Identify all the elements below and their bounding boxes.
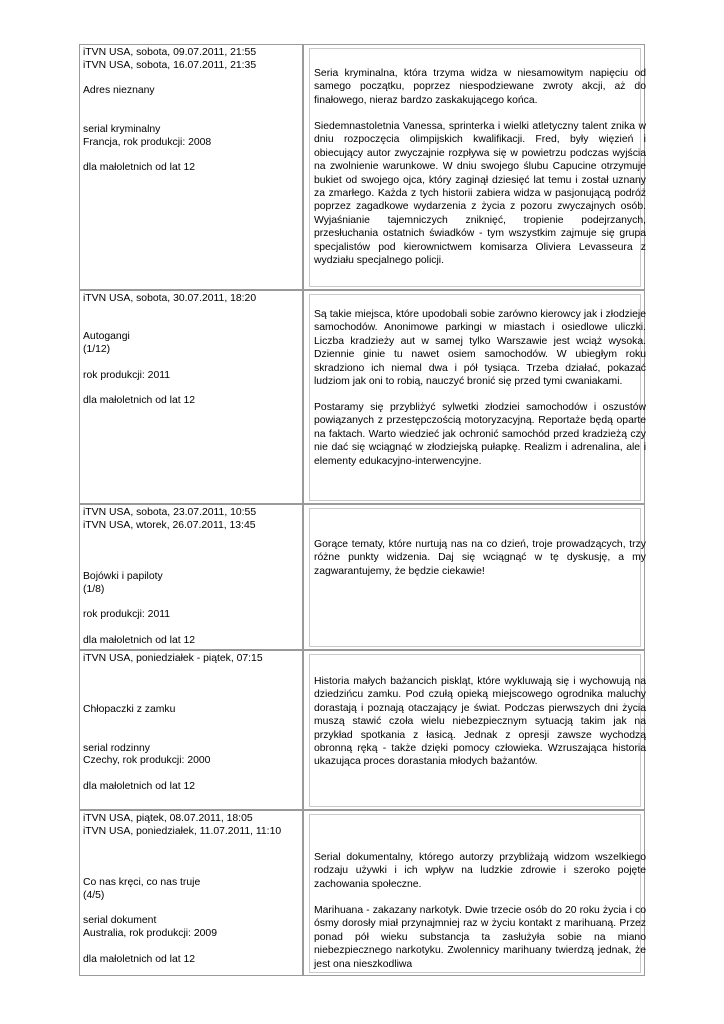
program-description-cell (303, 810, 645, 976)
program-info-line: Chłopaczki z zamku (83, 704, 176, 716)
program-info-line: Autogangi (83, 331, 130, 343)
description-paragraph: Serial dokumentalny, którego autorzy przybliżają widzom wszelkiego rodzaju używki i ich wpływ na ludzkie zdrowie i szeroko pojęte zachowania społeczne. (314, 852, 646, 890)
description-frame (309, 294, 646, 501)
description-paragraph: Siedemnastoletnia Vanessa, sprinterka i wielki atletyczny talent znika w dniu rozpoczęcia olimpijskich kwalifikacji. Fred, były więzień i obiecujący autor zwyczajnie rozpływa się w powietrzu podczas wyjścia na zwolnienie warunkowe. W dniu swojego ślubu Capucine otrzymuje bukiet od swojego ojca, który zaginął dziesięć lat temu i został uznany za zmarłego. Każda z tych historii zabiera widza w pasjonującą podróż poprzez zagadkowe wydarzenia z życia z pozoru zwyczajnych osób. Wyjaśnianie tajemniczych zniknięć, tropienie podejrzanych, przesłuchania ostatnich świadków - tym wszystkim zajmuje się grupa specjalistów pod kierownictwem komisarza Oliviera Levasseura z wydziału specjalnego policji. (314, 121, 646, 267)
description-paragraph: Historia małych bażancich piskląt, które wykluwają się i wychowują na dziedzińcu zamku. Pod czułą opieką miejscowego ogrodnika maluchy dorastają i poznają otaczający je świat. Podczas pierwszych dni życia muszą stawić czoła wielu niebezpiecznym sytuacją takim jak na przykład spotkania z łasicą. Jednak z opresji zawsze wychodzą obronną ręką - także dzięki pomocy człowieka. Wzruszająca historia ukazująca proces dorastania młodych bażantów. (314, 676, 646, 768)
description-paragraph: Są takie miejsca, które upodobali sobie zarówno kierowcy jak i złodzieje samochodów. Anonimowe parkingi w miastach i osiedlowe uliczki. Liczba kradzieży aut w samej tylko Warszawie jest wciąż wysoka. Dziennie ginie tu nawet osiem samochodów. W ubiegłym roku skradziono ich niemal dwa i pół tysiąca. Trzeba działać, pokazać ludziom jak oni to robią, nauczyć bronić się przed tymi cwaniakami. (314, 309, 646, 388)
program-info-line: Australia, rok produkcji: 2009 (83, 928, 217, 940)
schedule-table (79, 44, 645, 976)
description-frame (309, 814, 646, 973)
program-info-line: serial kryminalny (83, 123, 161, 135)
program-info-line: dla małoletnich od lat 12 (83, 781, 196, 792)
program-row (79, 650, 645, 810)
program-info-cell (79, 504, 303, 650)
program-info-line: Bojówki i papiloty (83, 571, 163, 582)
program-info-line: iTVN USA, sobota, 16.07.2011, 21:35 (83, 59, 257, 71)
program-info-line: serial dokument (83, 915, 157, 927)
description-frame (309, 48, 646, 287)
program-info-line: (4/5) (83, 889, 105, 901)
program-info-line: iTVN USA, piątek, 08.07.2011, 18:05 (83, 813, 253, 824)
description-frame (309, 508, 646, 647)
program-row (79, 44, 645, 290)
program-info-line: Adres nieznany (83, 85, 155, 97)
program-info-line: iTVN USA, sobota, 30.07.2011, 18:20 (83, 293, 257, 304)
description-paragraph: Postaramy się przybliżyć sylwetki złodziei samochodów i oszustów powiązanych z przestępczością motoryzacyjną. Reportaże będą oparte na faktach. Warto wiedzieć jak ochronić samochód przed kradzieżą czy nie dać się wciągnąć w złodziejską pułapkę. Realizm i adrenalina, ale i elementy edukacyjno-interwencyjne. (314, 402, 646, 467)
program-info-cell (79, 810, 303, 976)
program-description-cell (303, 290, 645, 504)
program-description-cell (303, 44, 645, 290)
program-description-cell (303, 650, 645, 810)
program-info-line: iTVN USA, poniedziałek, 11.07.2011, 11:10 (83, 825, 282, 837)
program-info-cell (79, 650, 303, 810)
program-info-line: iTVN USA, poniedziałek - piątek, 07:15 (83, 653, 263, 664)
program-info-line: dla małoletnich od lat 12 (83, 395, 196, 407)
description-frame (309, 654, 646, 807)
program-info-line: iTVN USA, wtorek, 26.07.2011, 13:45 (83, 519, 256, 531)
program-info-line: iTVN USA, sobota, 09.07.2011, 21:55 (83, 47, 257, 58)
program-info-line: Co nas kręci, co nas truje (83, 877, 201, 888)
program-row (79, 810, 645, 976)
program-info-line: dla małoletnich od lat 12 (83, 635, 196, 646)
program-info-line: iTVN USA, sobota, 23.07.2011, 10:55 (83, 507, 257, 518)
program-info-line: Czechy, rok produkcji: 2000 (83, 755, 211, 767)
program-info-line: (1/12) (83, 344, 111, 356)
program-description-cell (303, 504, 645, 650)
program-row (79, 290, 645, 504)
program-row (79, 504, 645, 650)
description-paragraph: Marihuana - zakazany narkotyk. Dwie trzecie osób do 20 roku życia i co ósmy dorosły miał przynajmniej raz w życiu kontakt z marihuaną. Przez ponad pół wieku substancja ta zasłużyła sobie na miano niebezpiecznego narkotyku. Zwolennicy marihuany twierdzą jednak, że jest ona nieszkodliwa (314, 905, 646, 970)
program-info-line: dla małoletnich od lat 12 (83, 162, 196, 174)
program-info-line: rok produkcji: 2011 (83, 369, 171, 381)
program-info-line: Francja, rok produkcji: 2008 (83, 136, 212, 148)
program-info-line: serial rodzinny (83, 742, 150, 754)
program-info-line: rok produkcji: 2011 (83, 609, 171, 621)
program-info-line: (1/8) (83, 583, 105, 595)
program-info-line: dla małoletnich od lat 12 (83, 953, 196, 965)
description-paragraph: Seria kryminalna, która trzyma widza w niesamowitym napięciu od samego początku, poprzez niespodziewane zwroty akcji, aż do finałowego, nieraz bardzo zaskakującego końca. (314, 68, 646, 106)
description-paragraph: Gorące tematy, które nurtują nas na co dzień, troje prowadzących, trzy różne punkty widzenia. Daj się wciągnąć w tę dyskusję, a my zagwarantujemy, że będzie ciekawie! (314, 539, 646, 577)
program-info-cell (79, 290, 303, 504)
program-info-cell (79, 44, 303, 290)
